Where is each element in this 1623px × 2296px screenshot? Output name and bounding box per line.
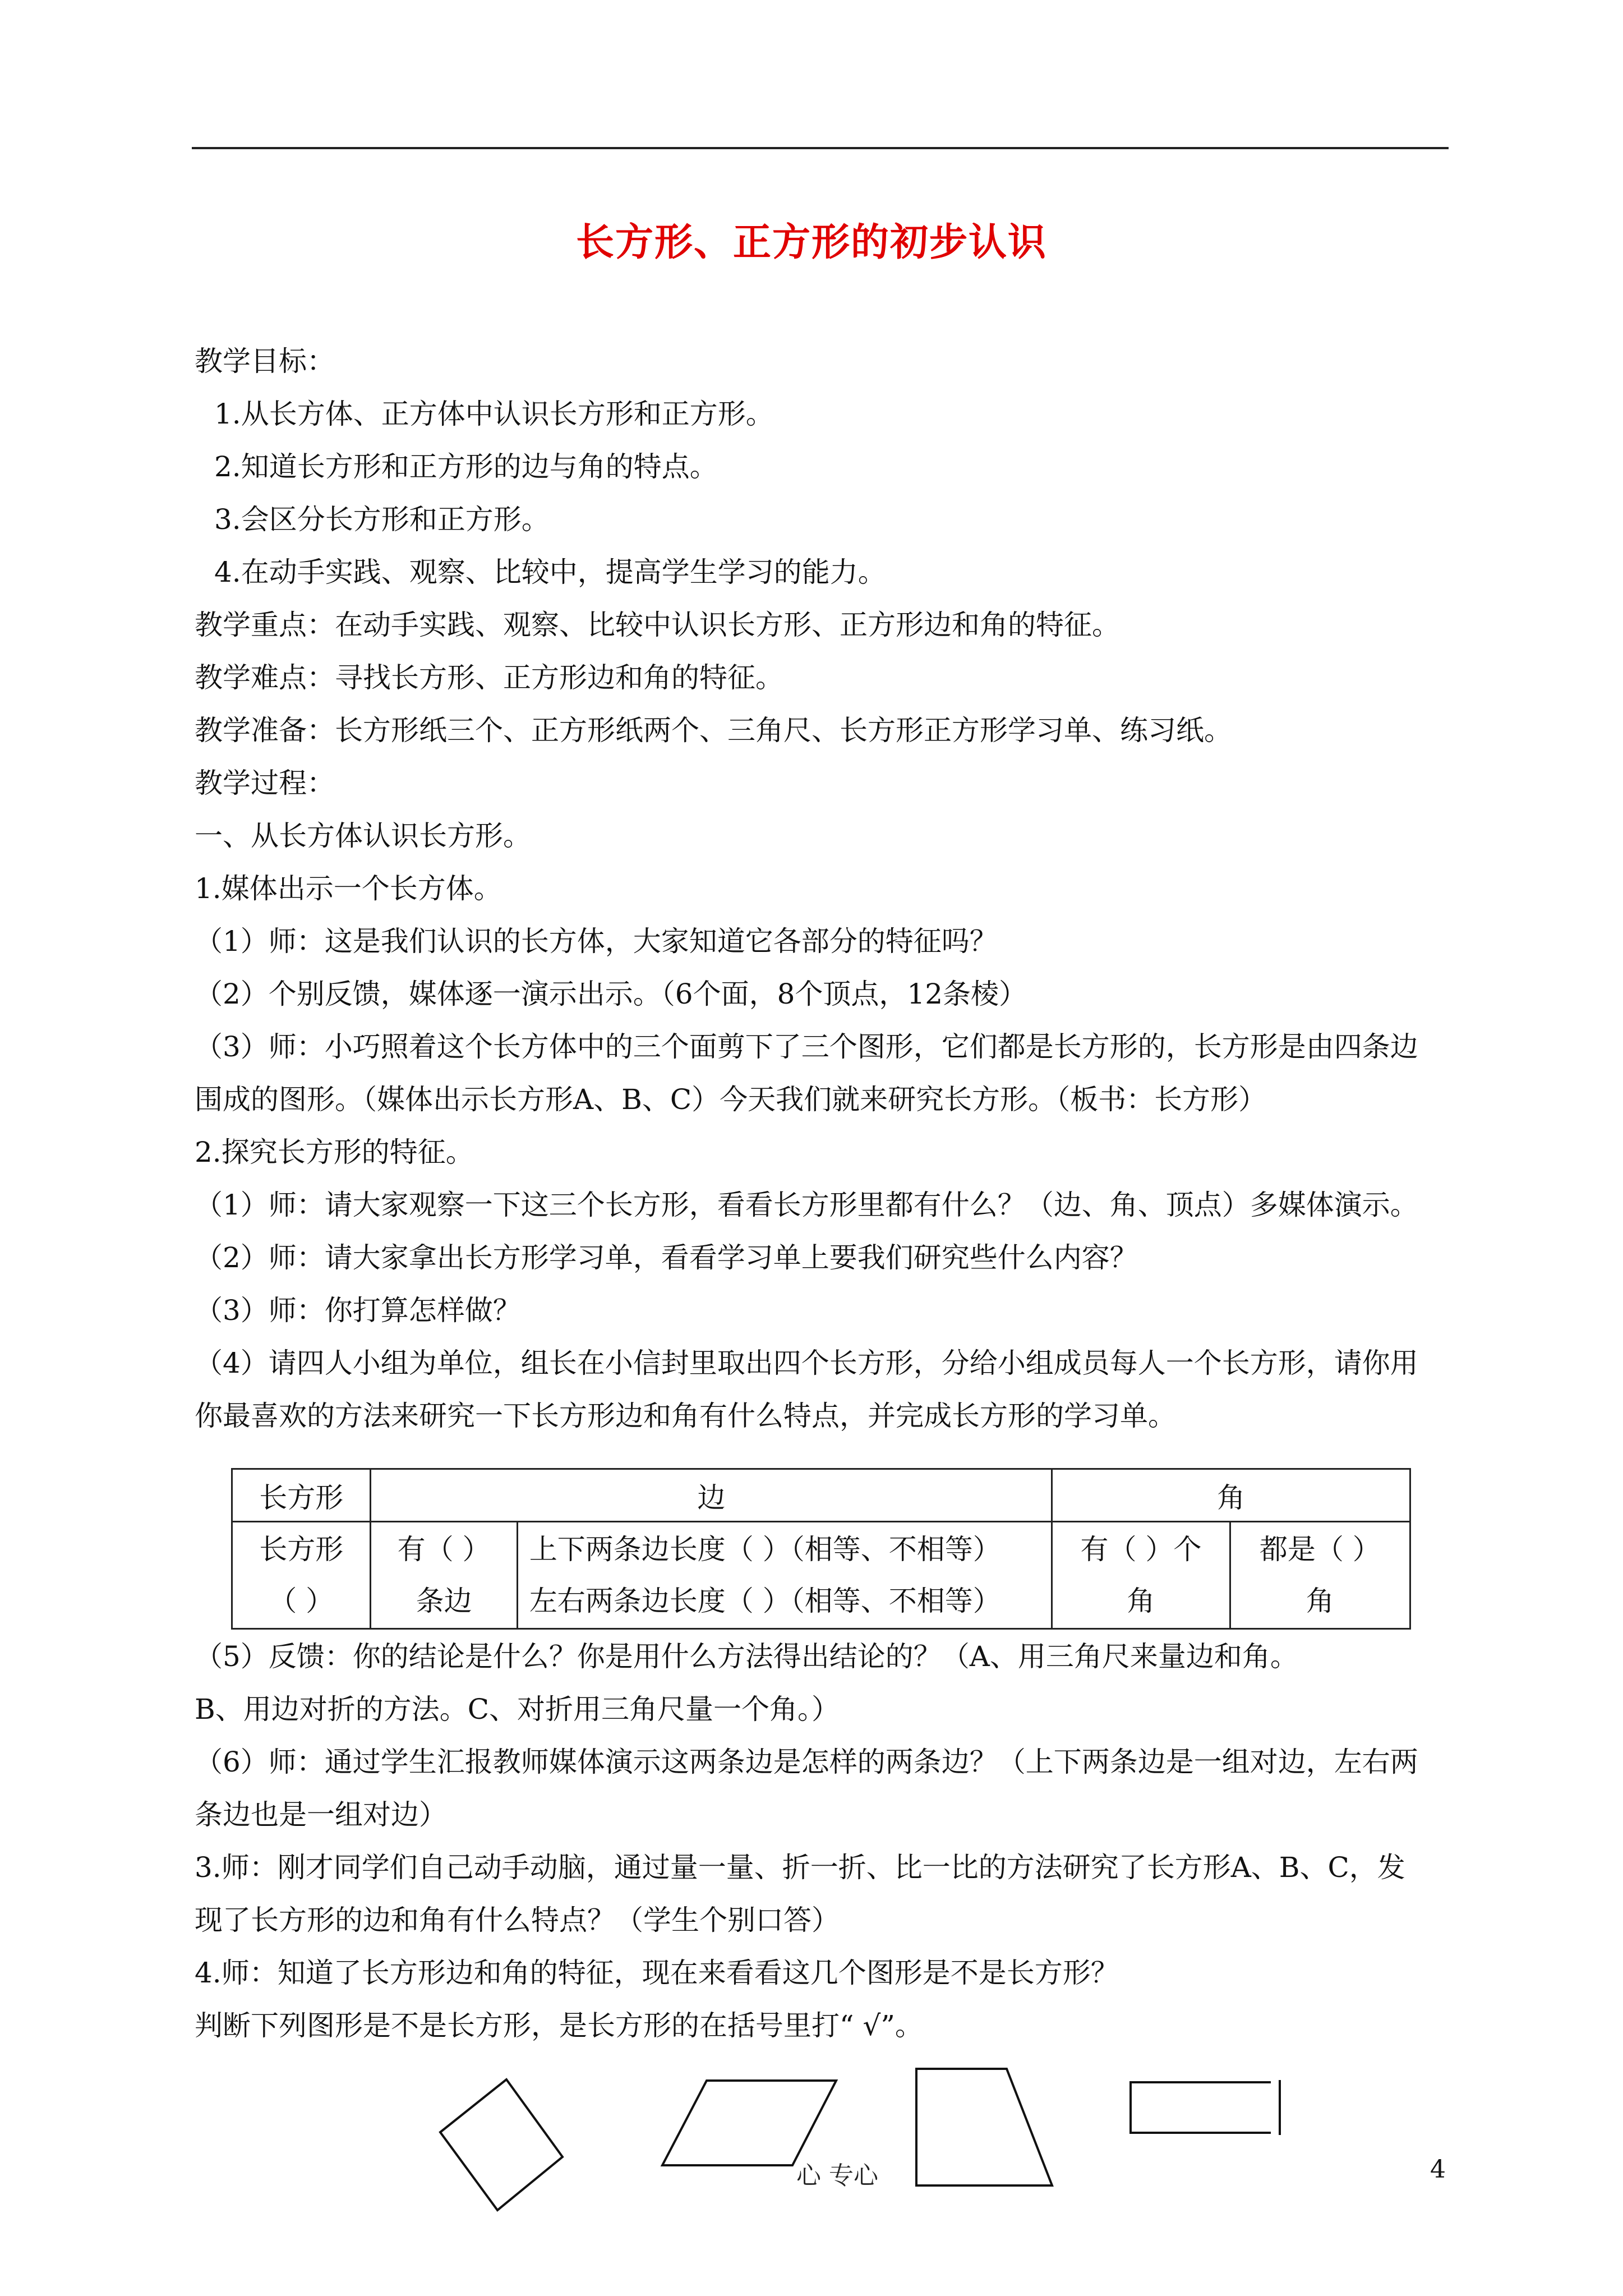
text-line: 你最喜欢的方法来研究一下长方形边和角有什么特点，并完成长方形的学习单。	[195, 1400, 1176, 1432]
text-line: 2.知道长方形和正方形的边与角的特点。	[214, 450, 718, 483]
text-line: 4.师：知道了长方形边和角的特征，现在来看看这几个图形是不是长方形？	[195, 1957, 1119, 1989]
text-line: （3）师：小巧照着这个长方体中的三个面剪下了三个图形，它们都是长方形的，长方形是由四条边	[195, 1030, 1418, 1063]
text-line: （6）师：通过学生汇报教师媒体演示这两条边是怎样的两条边？（上下两条边是一组对边，左右两	[195, 1746, 1418, 1778]
text-line: 现了长方形的边和角有什么特点？（学生个别口答）	[195, 1904, 840, 1936]
text-line: （1）师：这是我们认识的长方体，大家知道它各部分的特征吗？	[195, 925, 998, 958]
page-title: 长方形、正方形的初步认识	[575, 220, 1047, 265]
table-cell-side-length: 上下两条边长度（ ）（相等、不相等） 左右两条边长度（ ）（相等、不相等）	[517, 1522, 1052, 1629]
text-line: 3.会区分长方形和正方形。	[214, 503, 550, 536]
text-line: （2）师：请大家拿出长方形学习单，看看学习单上要我们研究些什么内容？	[195, 1241, 1138, 1274]
text-line: 一、从长方体认识长方形。	[195, 820, 531, 852]
text-line: 3.师：刚才同学们自己动手动脑，通过量一量、折一折、比一比的方法研究了长方形A、B、C，发	[195, 1851, 1405, 1884]
table-cell-rectangle: 长方形 （ ）	[232, 1522, 371, 1629]
table-cell-side-count: 有（ ） 条边	[371, 1522, 517, 1629]
text-line: （4）请四人小组为单位，组长在小信封里取出四个长方形，分给小组成员每人一个长方形，请你用	[195, 1347, 1418, 1379]
text-line: 判断下列图形是不是长方形，是长方形的在括号里打“ √”。	[195, 2009, 923, 2042]
table-header-rectangle: 长方形	[232, 1469, 371, 1522]
text-line: 教学难点：寻找长方形、正方形边和角的特征。	[195, 661, 783, 694]
text-line: 2.探究长方形的特征。	[195, 1136, 474, 1168]
text-line: 教学过程：	[195, 767, 335, 799]
text-line: 教学目标：	[195, 345, 335, 378]
parallelogram-shape	[662, 2081, 836, 2165]
page-footer: 心 专心	[796, 2161, 878, 2190]
page-number: 4	[1430, 2155, 1446, 2184]
text-line: 4.在动手实践、观察、比较中，提高学生学习的能力。	[214, 556, 886, 588]
text-line: 条边也是一组对边）	[195, 1798, 447, 1831]
text-line: 教学重点：在动手实践、观察、比较中认识长方形、正方形边和角的特征。	[195, 609, 1120, 641]
table-cell-angle-type: 都是（ ） 角	[1230, 1522, 1410, 1629]
text-line: 1.媒体出示一个长方体。	[195, 872, 502, 905]
text-line: （2）个别反馈，媒体逐一演示出示。（6个面，8个顶点，12条棱）	[195, 978, 1027, 1010]
table-header-angle: 角	[1052, 1469, 1410, 1522]
text-line: B、用边对折的方法。C、对折用三角尺量一个角。）	[195, 1693, 840, 1726]
text-line: 围成的图形。（媒体出示长方形A、B、C）今天我们就来研究长方形。（板书：长方形）	[195, 1083, 1267, 1116]
tilted-rectangle-shape	[440, 2079, 562, 2210]
open-rectangle-shape	[1131, 2082, 1271, 2133]
table-header-side: 边	[371, 1469, 1052, 1522]
text-line: （3）师：你打算怎样做？	[195, 1294, 521, 1327]
trapezoid-shape	[916, 2069, 1052, 2185]
text-line: （5）反馈：你的结论是什么？你是用什么方法得出结论的？（A、用三角尺来量边和角。	[195, 1640, 1298, 1673]
table-cell-angle-count: 有（ ）个 角	[1052, 1522, 1230, 1629]
text-line: 1.从长方体、正方体中认识长方形和正方形。	[214, 398, 774, 430]
text-line: 教学准备：长方形纸三个、正方形纸两个、三角尺、长方形正方形学习单、练习纸。	[195, 714, 1232, 747]
text-line: （1）师：请大家观察一下这三个长方形，看看长方形里都有什么？（边、角、顶点）多媒体演示。	[195, 1189, 1418, 1221]
